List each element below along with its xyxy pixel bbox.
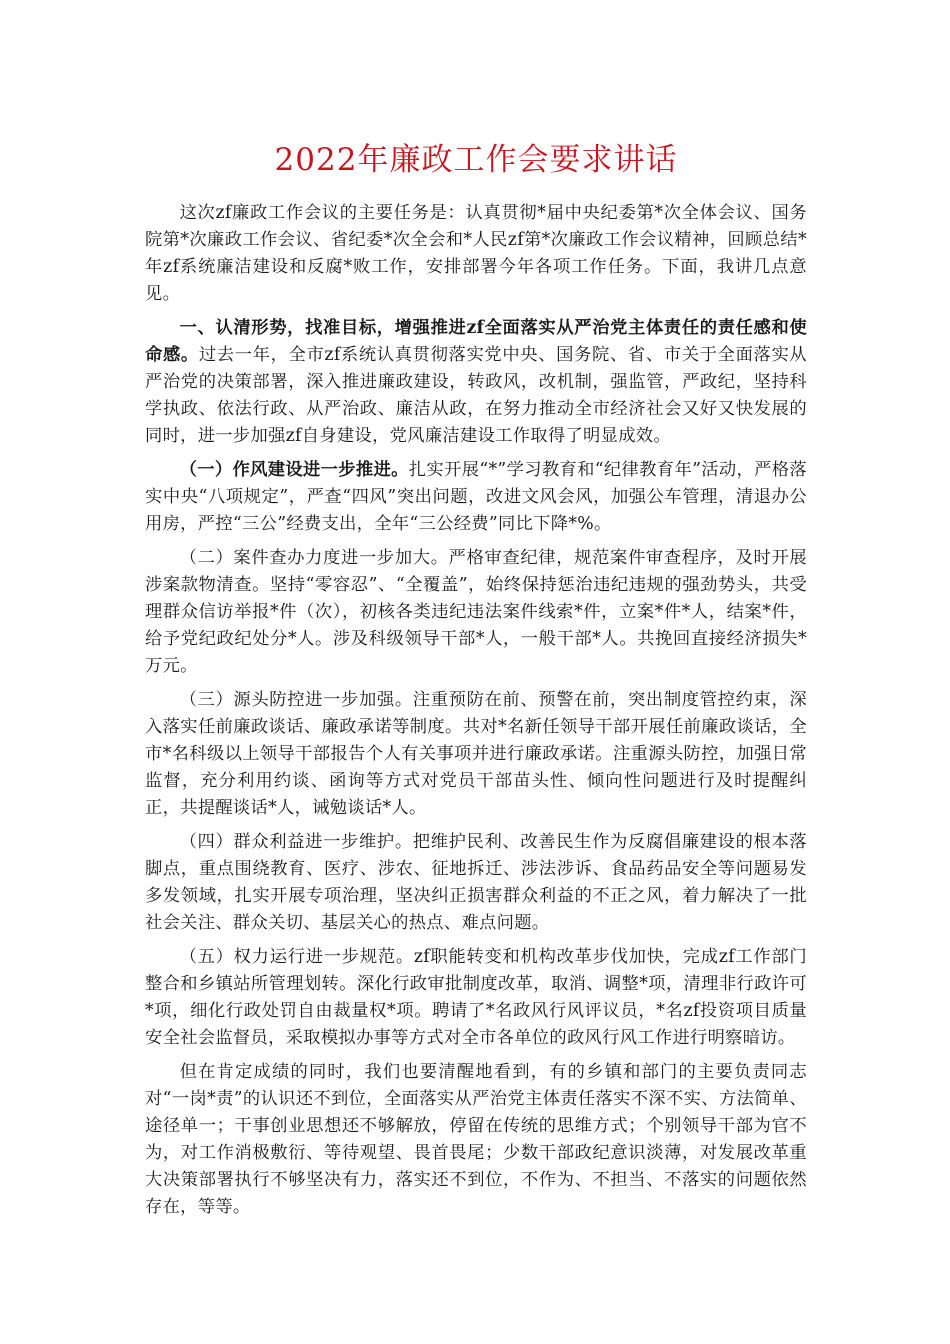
paragraph-text: （二）案件查办力度进一步加大。严格审查纪律，规范案件审查程序，及时开展涉案款物清查。坚持“零容忍”、“全覆盖”，始终保持惩治违纪违规的强劲势头，共受理群众信访举报*件（次），初核各类违纪违法案件线索*件，立案*件*人，结案*件，给予党纪政纪处分*人。涉及科级领导干部*人，一般干部*人。共挽回直接经济损失*万元。	[145, 548, 807, 676]
paragraph-text: 过去一年，全市zf系统认真贯彻落实党中央、国务院、省、市关于全面落实从严治党的决策部署，深入推进廉政建设，转政风，改机制，强监管，严政纪，坚持科学执政、依法行政、从严治政、廉洁从政，在努力推动全市经济社会又好又快发展的同时，进一步加强zf自身建设，党风廉洁建设工作取得了明显成效。	[145, 345, 807, 446]
paragraph-subsection-1	[145, 457, 807, 538]
paragraph-text: 扎实开展“*”学习教育和“纪律教育年”活动，严格落实中央“八项规定”，严查“四风”突出问题，改进文风会风，加强公车管理，清退办公用房，严控“三公”经费支出，全年“三公经费”同比下降*%。	[145, 460, 807, 534]
paragraph-subsection-5	[145, 944, 807, 1052]
section-heading: 一、认清形势，找准目标，增强推进zf全面落实从严治党主体责任的责任感和使命感。	[145, 318, 807, 365]
paragraph-subsection-4	[145, 829, 807, 937]
paragraph-text: （四）群众利益进一步维护。把维护民利、改善民生作为反腐倡廉建设的根本落脚点，重点围绕教育、医疗、涉农、征地拆迁、涉法涉诉、食品药品安全等问题易发多发领域，扎实开展专项治理，坚决纠正损害群众利益的不正之风，着力解决了一批社会关注、群众关切、基层关心的热点、难点问题。	[145, 832, 807, 933]
paragraph-text: 但在肯定成绩的同时，我们也要清醒地看到，有的乡镇和部门的主要负责同志对“一岗*责”的认识还不到位，全面落实从严治党主体责任落实不深不实、方法简单、途径单一；干事创业思想还不够解放，停留在传统的思维方式；个别领导干部为官不为，对工作消极敷衍、等待观望、畏首畏尾；少数干部政纪意识淡薄，对发展改革重大决策部署执行不够坚决有力，落实还不到位，不作为、不担当、不落实的问题依然存在，等等。	[145, 1062, 807, 1217]
paragraph-text: （三）源头防控进一步加强。注重预防在前、预警在前，突出制度管控约束，深入落实任前廉政谈话、廉政承诺等制度。共对*名新任领导干部开展任前廉政谈话，全市*名科级以上领导干部报告个人有关事项并进行廉政承诺。注重源头防控，加强日常监督，充分利用约谈、函询等方式对党员干部苗头性、倾向性问题进行及时提醒纠正，共提醒谈话*人，诫勉谈话*人。	[145, 690, 807, 818]
paragraph-problems	[145, 1059, 807, 1221]
paragraph-section-1	[145, 315, 807, 450]
paragraph-text: （五）权力运行进一步规范。zf职能转变和机构改革步伐加快，完成zf工作部门整合和乡镇站所管理划转。深化行政审批制度改革，取消、调整*项，清理非行政许可*项，细化行政处罚自由裁量权*项。聘请了*名政风行风评议员，*名zf投资项目质量安全社会监督员，采取模拟办事等方式对全市各单位的政风行风工作进行明察暗访。	[145, 947, 807, 1048]
paragraph-subsection-3	[145, 687, 807, 822]
paragraph-intro	[145, 200, 807, 308]
document-title: 2022年廉政工作会要求讲话	[274, 142, 678, 178]
paragraph-text: 这次zf廉政工作会议的主要任务是：认真贯彻*届中央纪委第*次全体会议、国务院第*次廉政工作会议、省纪委*次全会和*人民zf第*次廉政工作会议精神，回顾总结*年zf系统廉洁建设和反腐*败工作，安排部署今年各项工作任务。下面，我讲几点意见。	[145, 203, 807, 304]
paragraph-subsection-2	[145, 545, 807, 680]
subsection-heading: （一）作风建设进一步推进。	[179, 460, 409, 480]
document-page	[145, 138, 807, 1228]
